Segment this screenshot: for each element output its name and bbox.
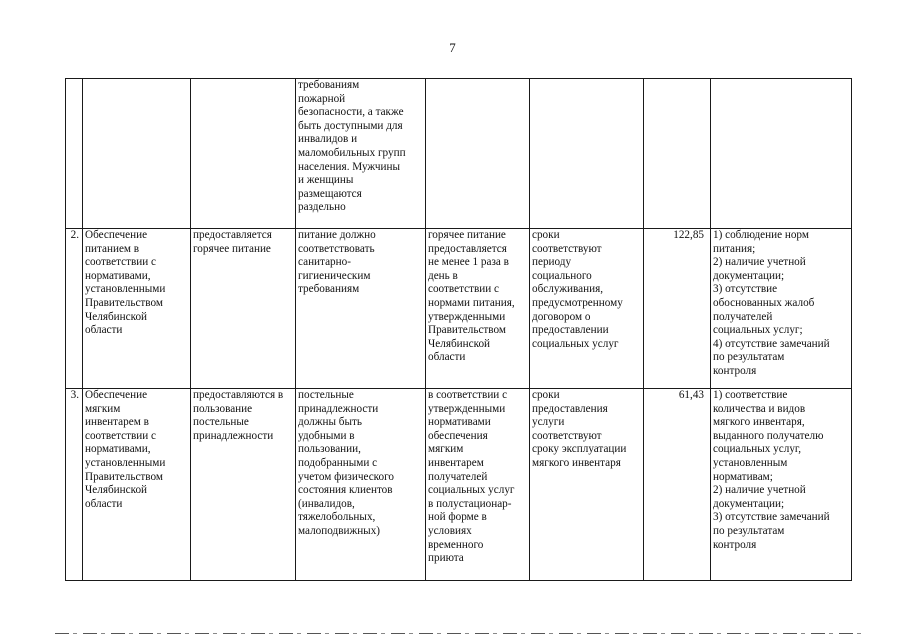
service-price — [644, 79, 711, 229]
services-table — [65, 78, 852, 581]
service-quality: 1) соответствие количества и видов мягкого инвентаря, выданного получателю социальных услуг, установленным нормативам; 2) наличие учетной документации; 3) отсутствие замечаний по результатам контроля — [711, 389, 852, 581]
service-terms: в соответствии с утвержденными нормативами обеспечения мягким инвентарем получателей социальных услуг в полустационар- ной форме в условиях временного приюта — [426, 389, 530, 581]
table-row — [66, 229, 852, 389]
service-name — [83, 79, 191, 229]
service-description: предоставляются в пользование постельные принадлежности — [191, 389, 296, 581]
row-number — [66, 79, 83, 229]
page-footer-rule — [55, 633, 865, 634]
service-price: 61,43 — [644, 389, 711, 581]
service-description: предоставляется горячее питание — [191, 229, 296, 389]
service-terms: горячее питание предоставляется не менее 1 раза в день в соответствии с нормами питания, утвержденными Правительством Челябинской области — [426, 229, 530, 389]
service-period: сроки предоставления услуги соответствуют сроку эксплуатации мягкого инвентаря — [530, 389, 644, 581]
page-number: 7 — [449, 40, 456, 55]
service-volume: питание должно соответствовать санитарно- гигиеническим требованиям — [296, 229, 426, 389]
service-period: сроки соответствуют периоду социального обслуживания, предусмотренному договором о предоставлении социальных услуг — [530, 229, 644, 389]
table-row — [66, 79, 852, 229]
service-description — [191, 79, 296, 229]
service-terms — [426, 79, 530, 229]
service-quality: 1) соблюдение норм питания; 2) наличие учетной документации; 3) отсутствие обоснованных жалоб получателей социальных услуг; 4) отсутствие замечаний по результатам контроля — [711, 229, 852, 389]
row-number: 2. — [66, 229, 83, 389]
table-row — [66, 389, 852, 581]
service-name: Обеспечение питанием в соответствии с нормативами, установленными Правительством Челябинской области — [83, 229, 191, 389]
service-quality — [711, 79, 852, 229]
row-number: 3. — [66, 389, 83, 581]
service-volume: постельные принадлежности должны быть удобными в пользовании, подобранными с учетом физического состояния клиентов (инвалидов, тяжелобольных, малоподвижных) — [296, 389, 426, 581]
service-volume: требованиям пожарной безопасности, а также быть доступными для инвалидов и маломобильных групп населения. Мужчины и женщины размещаются раздельно — [296, 79, 426, 229]
service-price: 122,85 — [644, 229, 711, 389]
service-period — [530, 79, 644, 229]
service-name: Обеспечение мягким инвентарем в соответствии с нормативами, установленными Правительством Челябинской области — [83, 389, 191, 581]
